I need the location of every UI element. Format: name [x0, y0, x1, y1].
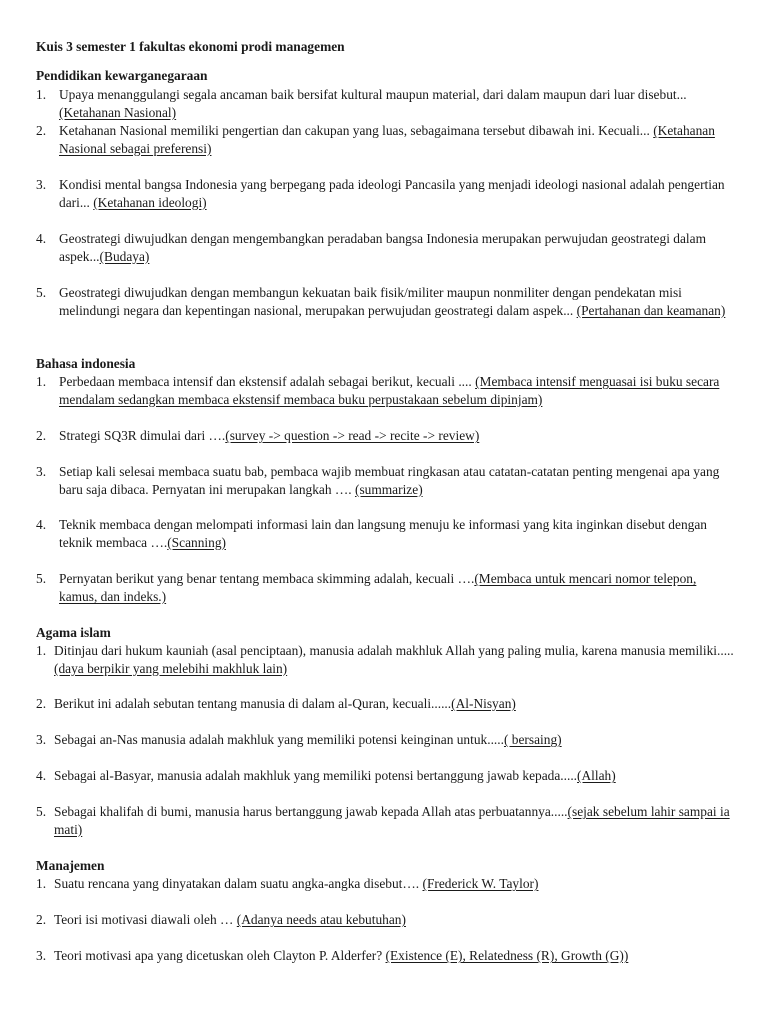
answer-text: (Budaya): [99, 248, 150, 264]
question-text: Kondisi mental bangsa Indonesia yang berpegang pada ideologi Pancasila yang menjadi ideologi nasional adalah pengertian dari...: [59, 177, 725, 210]
question-item: [36, 176, 736, 211]
question-text: Teknik membaca dengan melompati informasi lain dan langsung menuju ke informasi yang kita inginkan disebut dengan teknik membaca ….: [59, 517, 707, 550]
question-item: [36, 230, 736, 265]
question-text: Ketahanan Nasional memiliki pengertian dan cakupan yang luas, sebagaimana tersebut dibawah ini. Kecuali...: [59, 123, 654, 138]
question-text: Sebagai al-Basyar, manusia adalah makhluk yang memiliki potensi bertanggung jawab kepada.....: [54, 768, 578, 783]
question-number: 5.: [36, 571, 47, 586]
answer-text: (Frederick W. Taylor): [422, 876, 539, 891]
question-number: 2.: [36, 696, 47, 711]
question-item: [36, 570, 736, 605]
question-number: 1.: [36, 876, 47, 891]
question-item: [36, 911, 736, 929]
question-number: 3.: [36, 948, 47, 963]
question-number: 3.: [36, 177, 47, 192]
answer-text: (Ketahanan Nasional): [59, 104, 177, 120]
question-text: Sebagai an-Nas manusia adalah makhluk yang memiliki potensi keinginan untuk.....: [54, 732, 504, 747]
question-item: [36, 731, 736, 749]
answer-text: (Ketahanan Nasional sebagai preferensi): [59, 123, 715, 156]
answer-text: (Membaca untuk mencari nomor telepon, kamus, dan indeks.): [59, 571, 697, 604]
answer-text: (Adanya needs atau kebutuhan): [236, 912, 406, 927]
question-item: [36, 642, 736, 677]
answer-text: (Scanning): [167, 534, 226, 550]
answer-text: (Ketahanan ideologi): [93, 194, 207, 210]
question-number: 3.: [36, 464, 47, 479]
section-title-pendidikan-kewarganegaraan: Pendidikan kewarganegaraan: [36, 68, 208, 83]
section-title-manajemen: Manajemen: [36, 858, 105, 873]
question-item: [36, 875, 736, 893]
answer-text: (Allah): [577, 768, 616, 783]
question-item: [36, 122, 736, 157]
question-item: [36, 695, 736, 713]
section-title-bahasa-indonesia: Bahasa indonesia: [36, 356, 136, 371]
question-text: Teori motivasi apa yang dicetuskan oleh Clayton P. Alderfer?: [54, 948, 386, 963]
question-number: 2.: [36, 428, 47, 443]
question-number: 5.: [36, 804, 47, 819]
answer-text: (Membaca intensif menguasai isi buku secara mendalam sedangkan membaca ekstensif membaca buku perpustakaan sebelum dipinjam): [59, 374, 720, 407]
answer-text: (summarize): [354, 481, 423, 497]
question-text: Pernyatan berikut yang benar tentang membaca skimming adalah, kecuali ….: [59, 571, 475, 586]
question-item: [36, 284, 736, 319]
question-item: [36, 803, 736, 838]
question-text: Perbedaan membaca intensif dan ekstensif adalah sebagai berikut, kecuali ....: [59, 374, 476, 389]
question-number: 2.: [36, 123, 47, 138]
question-number: 4.: [36, 768, 47, 783]
question-number: 4.: [36, 517, 47, 532]
section-title-agama-islam: Agama islam: [36, 625, 111, 640]
question-number: 2.: [36, 912, 47, 927]
question-number: 4.: [36, 231, 47, 246]
question-item: [36, 86, 736, 121]
question-number: 3.: [36, 732, 47, 747]
answer-text: (daya berpikir yang melebihi makhluk lain): [54, 660, 288, 676]
answer-text: (Existence (E), Relatedness (R), Growth (G)): [385, 948, 629, 963]
question-text: Strategi SQ3R dimulai dari ….: [59, 428, 226, 443]
question-number: 1.: [36, 374, 47, 389]
answer-text: (sejak sebelum lahir sampai ia mati): [54, 804, 730, 837]
question-number: 1.: [36, 643, 47, 658]
question-text: Geostrategi diwujudkan dengan membangun kekuatan baik fisik/militer maupun nonmiliter dengan pendekatan misi melindungi negara dan kepentingan nasional, merupakan perwujudan geostrategi dalam aspek...: [59, 285, 682, 318]
answer-text: ( bersaing): [503, 732, 562, 747]
question-number: 1.: [36, 87, 47, 102]
question-text: Sebagai khalifah di bumi, manusia harus bertanggung jawab kepada Allah atas perbuatannya.....: [54, 804, 568, 819]
question-text: Suatu rencana yang dinyatakan dalam suatu angka-angka disebut….: [54, 876, 423, 891]
answer-text: (Al-Nisyan): [451, 696, 516, 711]
answer-text: (Pertahanan dan keamanan): [576, 302, 726, 318]
answer-text: (survey -> question -> read -> recite -> review): [225, 428, 480, 443]
question-text: Ditinjau dari hukum kauniah (asal penciptaan), manusia adalah makhluk Allah yang paling mulia, karena manusia memiliki.....: [54, 643, 734, 658]
question-text: Teori isi motivasi diawali oleh …: [54, 912, 237, 927]
question-item: [36, 516, 736, 551]
question-item: [36, 427, 736, 445]
question-item: [36, 463, 736, 498]
document-title: Kuis 3 semester 1 fakultas ekonomi prodi managemen: [36, 39, 345, 54]
question-item: [36, 947, 736, 965]
question-text: Berikut ini adalah sebutan tentang manusia di dalam al-Quran, kecuali......: [54, 696, 452, 711]
question-number: 5.: [36, 285, 47, 300]
question-item: [36, 767, 736, 785]
question-text: Upaya menanggulangi segala ancaman baik bersifat kultural maupun material, dari dalam maupun dari luar disebut...: [59, 87, 687, 102]
question-item: [36, 373, 736, 408]
question-text: Geostrategi diwujudkan dengan mengembangkan peradaban bangsa Indonesia merupakan perwujudan geostrategi dalam aspek...: [59, 231, 706, 264]
question-text: Setiap kali selesai membaca suatu bab, pembaca wajib membuat ringkasan atau catatan-catatan penting mengenai apa yang baru saja dibaca. Pernyatan ini merupakan langkah ….: [59, 464, 720, 497]
